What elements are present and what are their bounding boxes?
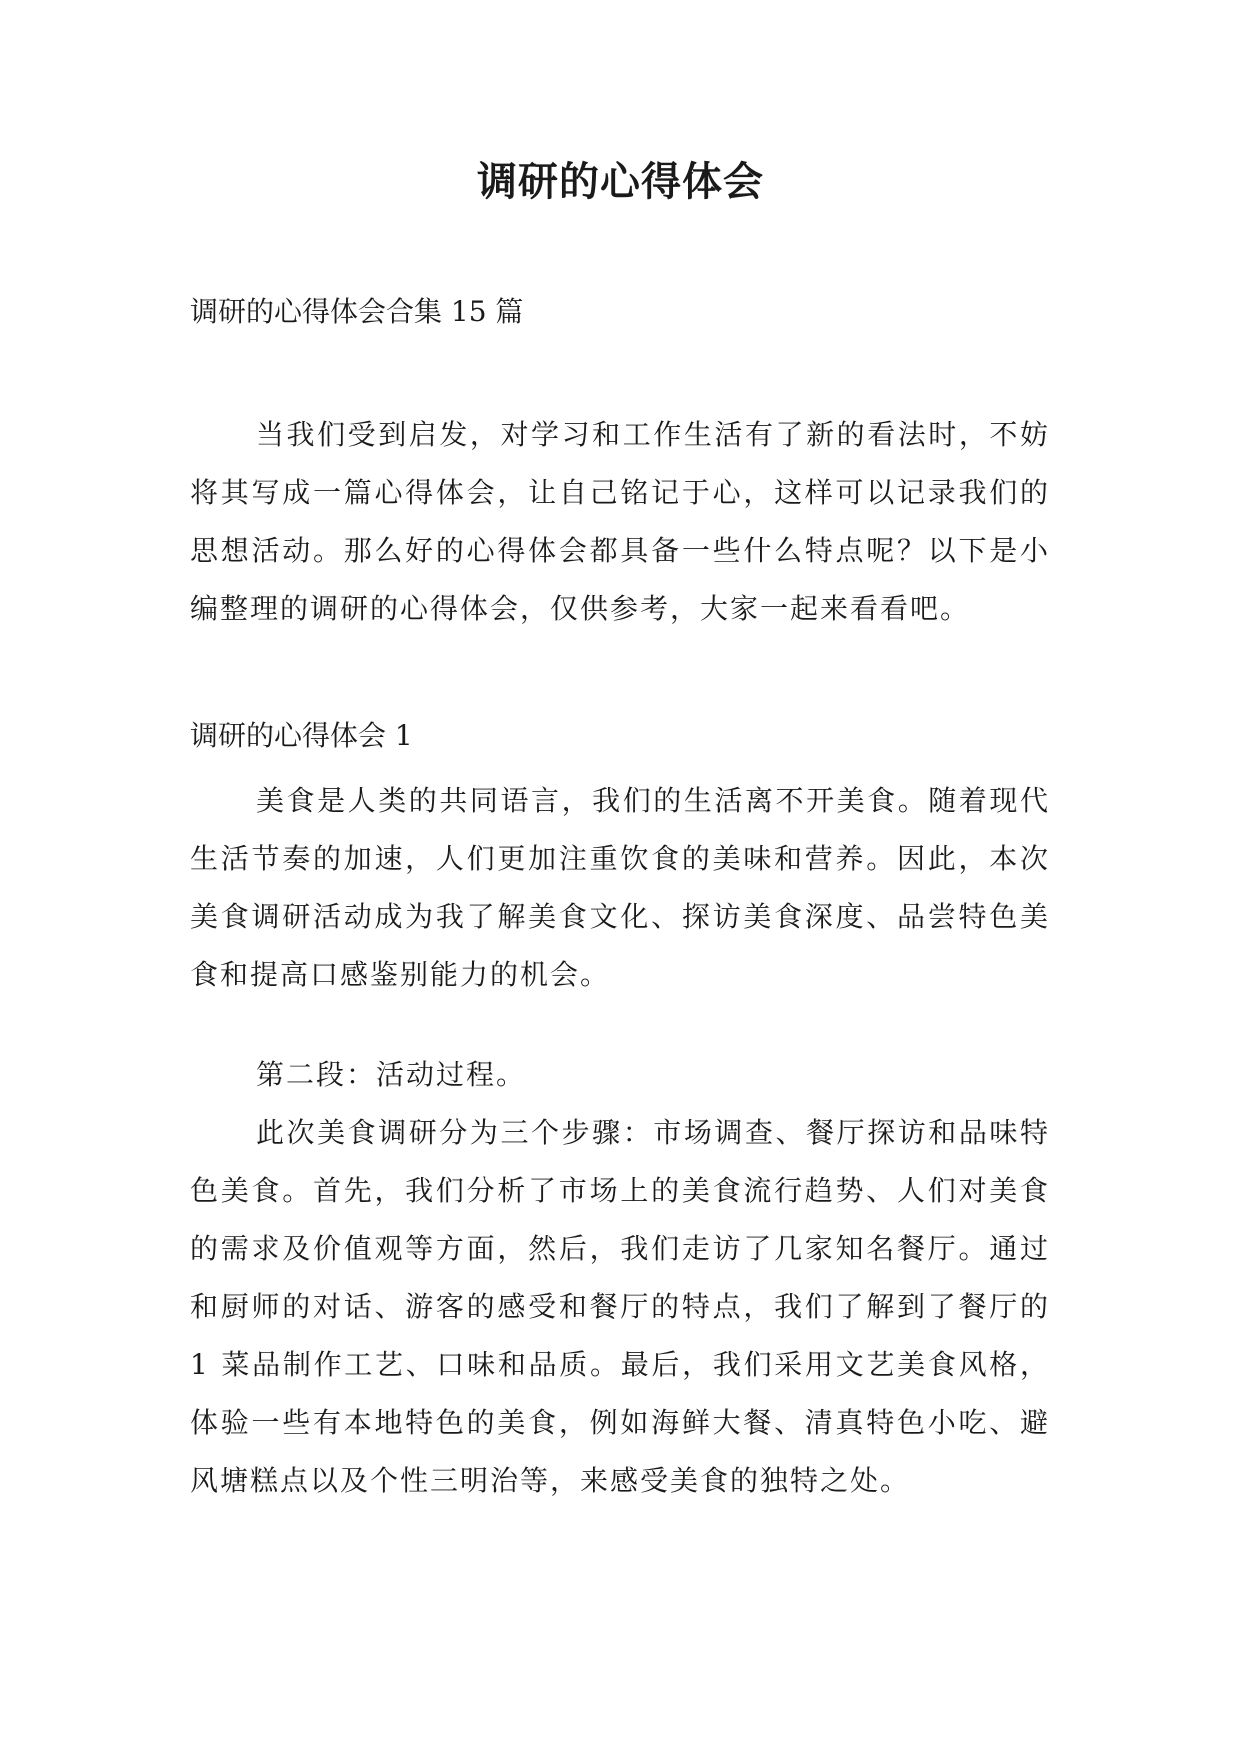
document-subtitle: 调研的心得体会合集 15 篇 — [190, 295, 524, 328]
body-paragraph: 美食是人类的共同语言，我们的生活离不开美食。随着现代生活节奏的加速，人们更加注重饮食的美味和营养。因此，本次美食调研活动成为我了解美食文化、探访美食深度、品尝特色美食和提高口感鉴别能力的机会。 — [190, 784, 1050, 991]
section-heading: 调研的心得体会 1 — [190, 719, 413, 752]
body-paragraph: 第二段：活动过程。 — [256, 1058, 527, 1091]
body-paragraph: 此次美食调研分为三个步骤：市场调查、餐厅探访和品味特色美食。首先，我们分析了市场上的美食流行趋势、人们对美食的需求及价值观等方面，然后，我们走访了几家知名餐厅。通过和厨师的对话、游客的感受和餐厅的特点，我们了解到了餐厅的 1 菜品制作工艺、口味和品质。最后，我们采用文艺美食风格，体验一些有本地特色的美食，例如海鲜大餐、清真特色小吃、避风塘糕点以及个性三明治等，来感受美食的独特之处。 — [190, 1116, 1050, 1497]
intro-paragraph: 当我们受到启发，对学习和工作生活有了新的看法时，不妨将其写成一篇心得体会，让自己铭记于心，这样可以记录我们的思想活动。那么好的心得体会都具备一些什么特点呢？以下是小编整理的调研的心得体会，仅供参考，大家一起来看看吧。 — [190, 418, 1050, 625]
document-title: 调研的心得体会 — [477, 158, 764, 205]
